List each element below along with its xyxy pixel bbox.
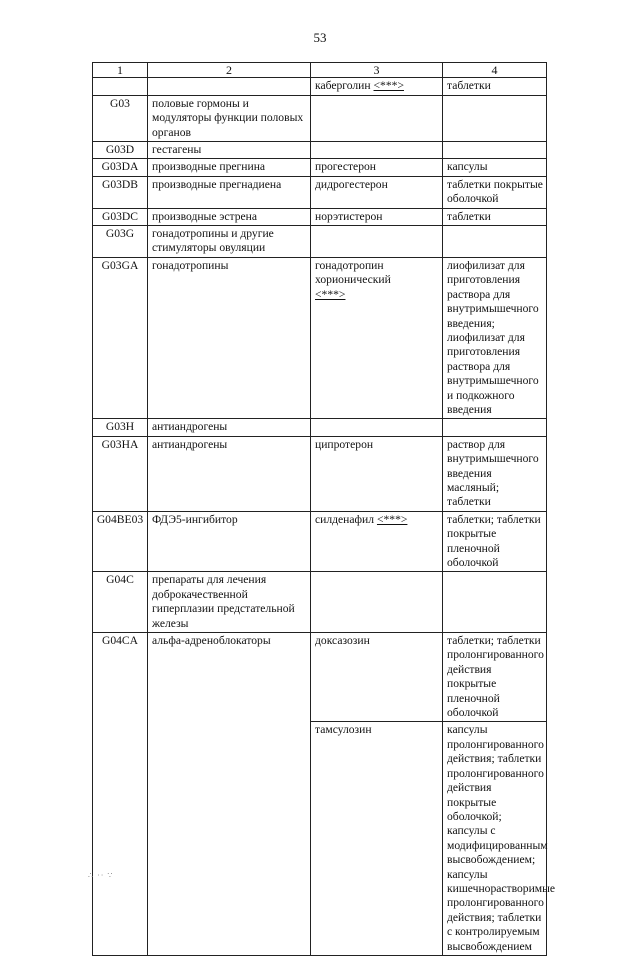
dosage-form	[443, 572, 547, 633]
atc-code: G03HA	[93, 436, 148, 511]
pharm-group: антиандрогены	[148, 419, 311, 436]
page-number: 53	[313, 30, 327, 45]
dosage-form	[443, 226, 547, 258]
drug-name: доксазозин	[311, 633, 443, 722]
drug-name: прогестерон	[311, 159, 443, 176]
table-row	[93, 78, 547, 95]
table-row	[93, 511, 547, 572]
dosage-form: таблетки; таблетки покрытые пленочной оболочкой	[443, 511, 547, 572]
atc-code: G03	[93, 95, 148, 141]
drug-name: дидрогестерон	[311, 176, 443, 208]
pharm-group: гонадотропины	[148, 257, 311, 418]
dosage-form: раствор для внутримышечного введения масляный; таблетки	[443, 436, 547, 511]
table-row	[93, 95, 547, 141]
table-row	[93, 208, 547, 225]
header-cell: 1	[93, 63, 148, 78]
dosage-form: лиофилизат для приготовления раствора для внутримышечного введения; лиофилизат для приготовления раствора для внутримышечного и подкожного введения	[443, 257, 547, 418]
drug-name: тамсулозин	[311, 722, 443, 956]
atc-code: G03GA	[93, 257, 148, 418]
pharm-group: гонадотропины и другие стимуляторы овуляции	[148, 226, 311, 258]
drug-table	[92, 62, 556, 956]
drug-name: каберголин <***>	[311, 78, 443, 95]
dosage-form: таблетки покрытые оболочкой	[443, 176, 547, 208]
drug-name: силденафил <***>	[311, 511, 443, 572]
table-row	[93, 633, 547, 722]
atc-code: G04BE03	[93, 511, 148, 572]
pharm-group: ФДЭ5-ингибитор	[148, 511, 311, 572]
table-row	[93, 226, 547, 258]
pharm-group: производные эстрена	[148, 208, 311, 225]
drug-note: <***>	[376, 512, 408, 526]
atc-code	[93, 78, 148, 95]
atc-code: G03DC	[93, 208, 148, 225]
drug-name: норэтистерон	[311, 208, 443, 225]
dosage-form	[443, 419, 547, 436]
header-cell: 3	[311, 63, 443, 78]
atc-code: G03DA	[93, 159, 148, 176]
atc-code: G03DB	[93, 176, 148, 208]
header-cell: 2	[148, 63, 311, 78]
dosage-form: капсулы пролонгированного действия; таблетки пролонгированного действия покрытые оболочкой; капсулы с модифицированным высвобождением; капсулы кишечнорастворимые пролонгированного действия; таблетки с контролируемым высвобождением	[443, 722, 547, 956]
scan-artifact: ∴ ·· ∵	[88, 871, 114, 880]
table-row	[93, 257, 547, 418]
table-header-row	[93, 63, 547, 78]
drug-name	[311, 142, 443, 159]
dosage-form: капсулы	[443, 159, 547, 176]
dosage-form: таблетки	[443, 208, 547, 225]
drug-note: <***>	[373, 79, 404, 93]
dosage-form	[443, 142, 547, 159]
table-row	[93, 419, 547, 436]
table-row	[93, 572, 547, 633]
drug-name	[311, 226, 443, 258]
drug-name	[311, 95, 443, 141]
header-cell: 4	[443, 63, 547, 78]
pharm-group: производные прегнадиена	[148, 176, 311, 208]
atc-code: G04C	[93, 572, 148, 633]
dosage-form: таблетки; таблетки пролонгированного действия покрытые пленочной оболочкой	[443, 633, 547, 722]
dosage-form: таблетки	[443, 78, 547, 95]
pharm-group: альфа-адреноблокаторы	[148, 633, 311, 956]
pharm-group	[148, 78, 311, 95]
table-row	[93, 176, 547, 208]
atc-code: G03D	[93, 142, 148, 159]
atc-code: G03H	[93, 419, 148, 436]
dosage-form	[443, 95, 547, 141]
drug-name	[311, 419, 443, 436]
table-row	[93, 436, 547, 511]
drug-name: ципротерон	[311, 436, 443, 511]
drug-name	[311, 572, 443, 633]
atc-code: G04CA	[93, 633, 148, 956]
pharm-group: гестагены	[148, 142, 311, 159]
pharm-group: производные прегнина	[148, 159, 311, 176]
pharm-group: препараты для лечения доброкачественной гиперплазии предстательной железы	[148, 572, 311, 633]
pharm-group: половые гормоны и модуляторы функции половых органов	[148, 95, 311, 141]
atc-code: G03G	[93, 226, 148, 258]
pharm-group: антиандрогены	[148, 436, 311, 511]
drug-name: гонадотропин хорионический <***>	[311, 257, 443, 418]
drug-note: <***>	[315, 287, 346, 301]
table-row	[93, 142, 547, 159]
table-row	[93, 159, 547, 176]
